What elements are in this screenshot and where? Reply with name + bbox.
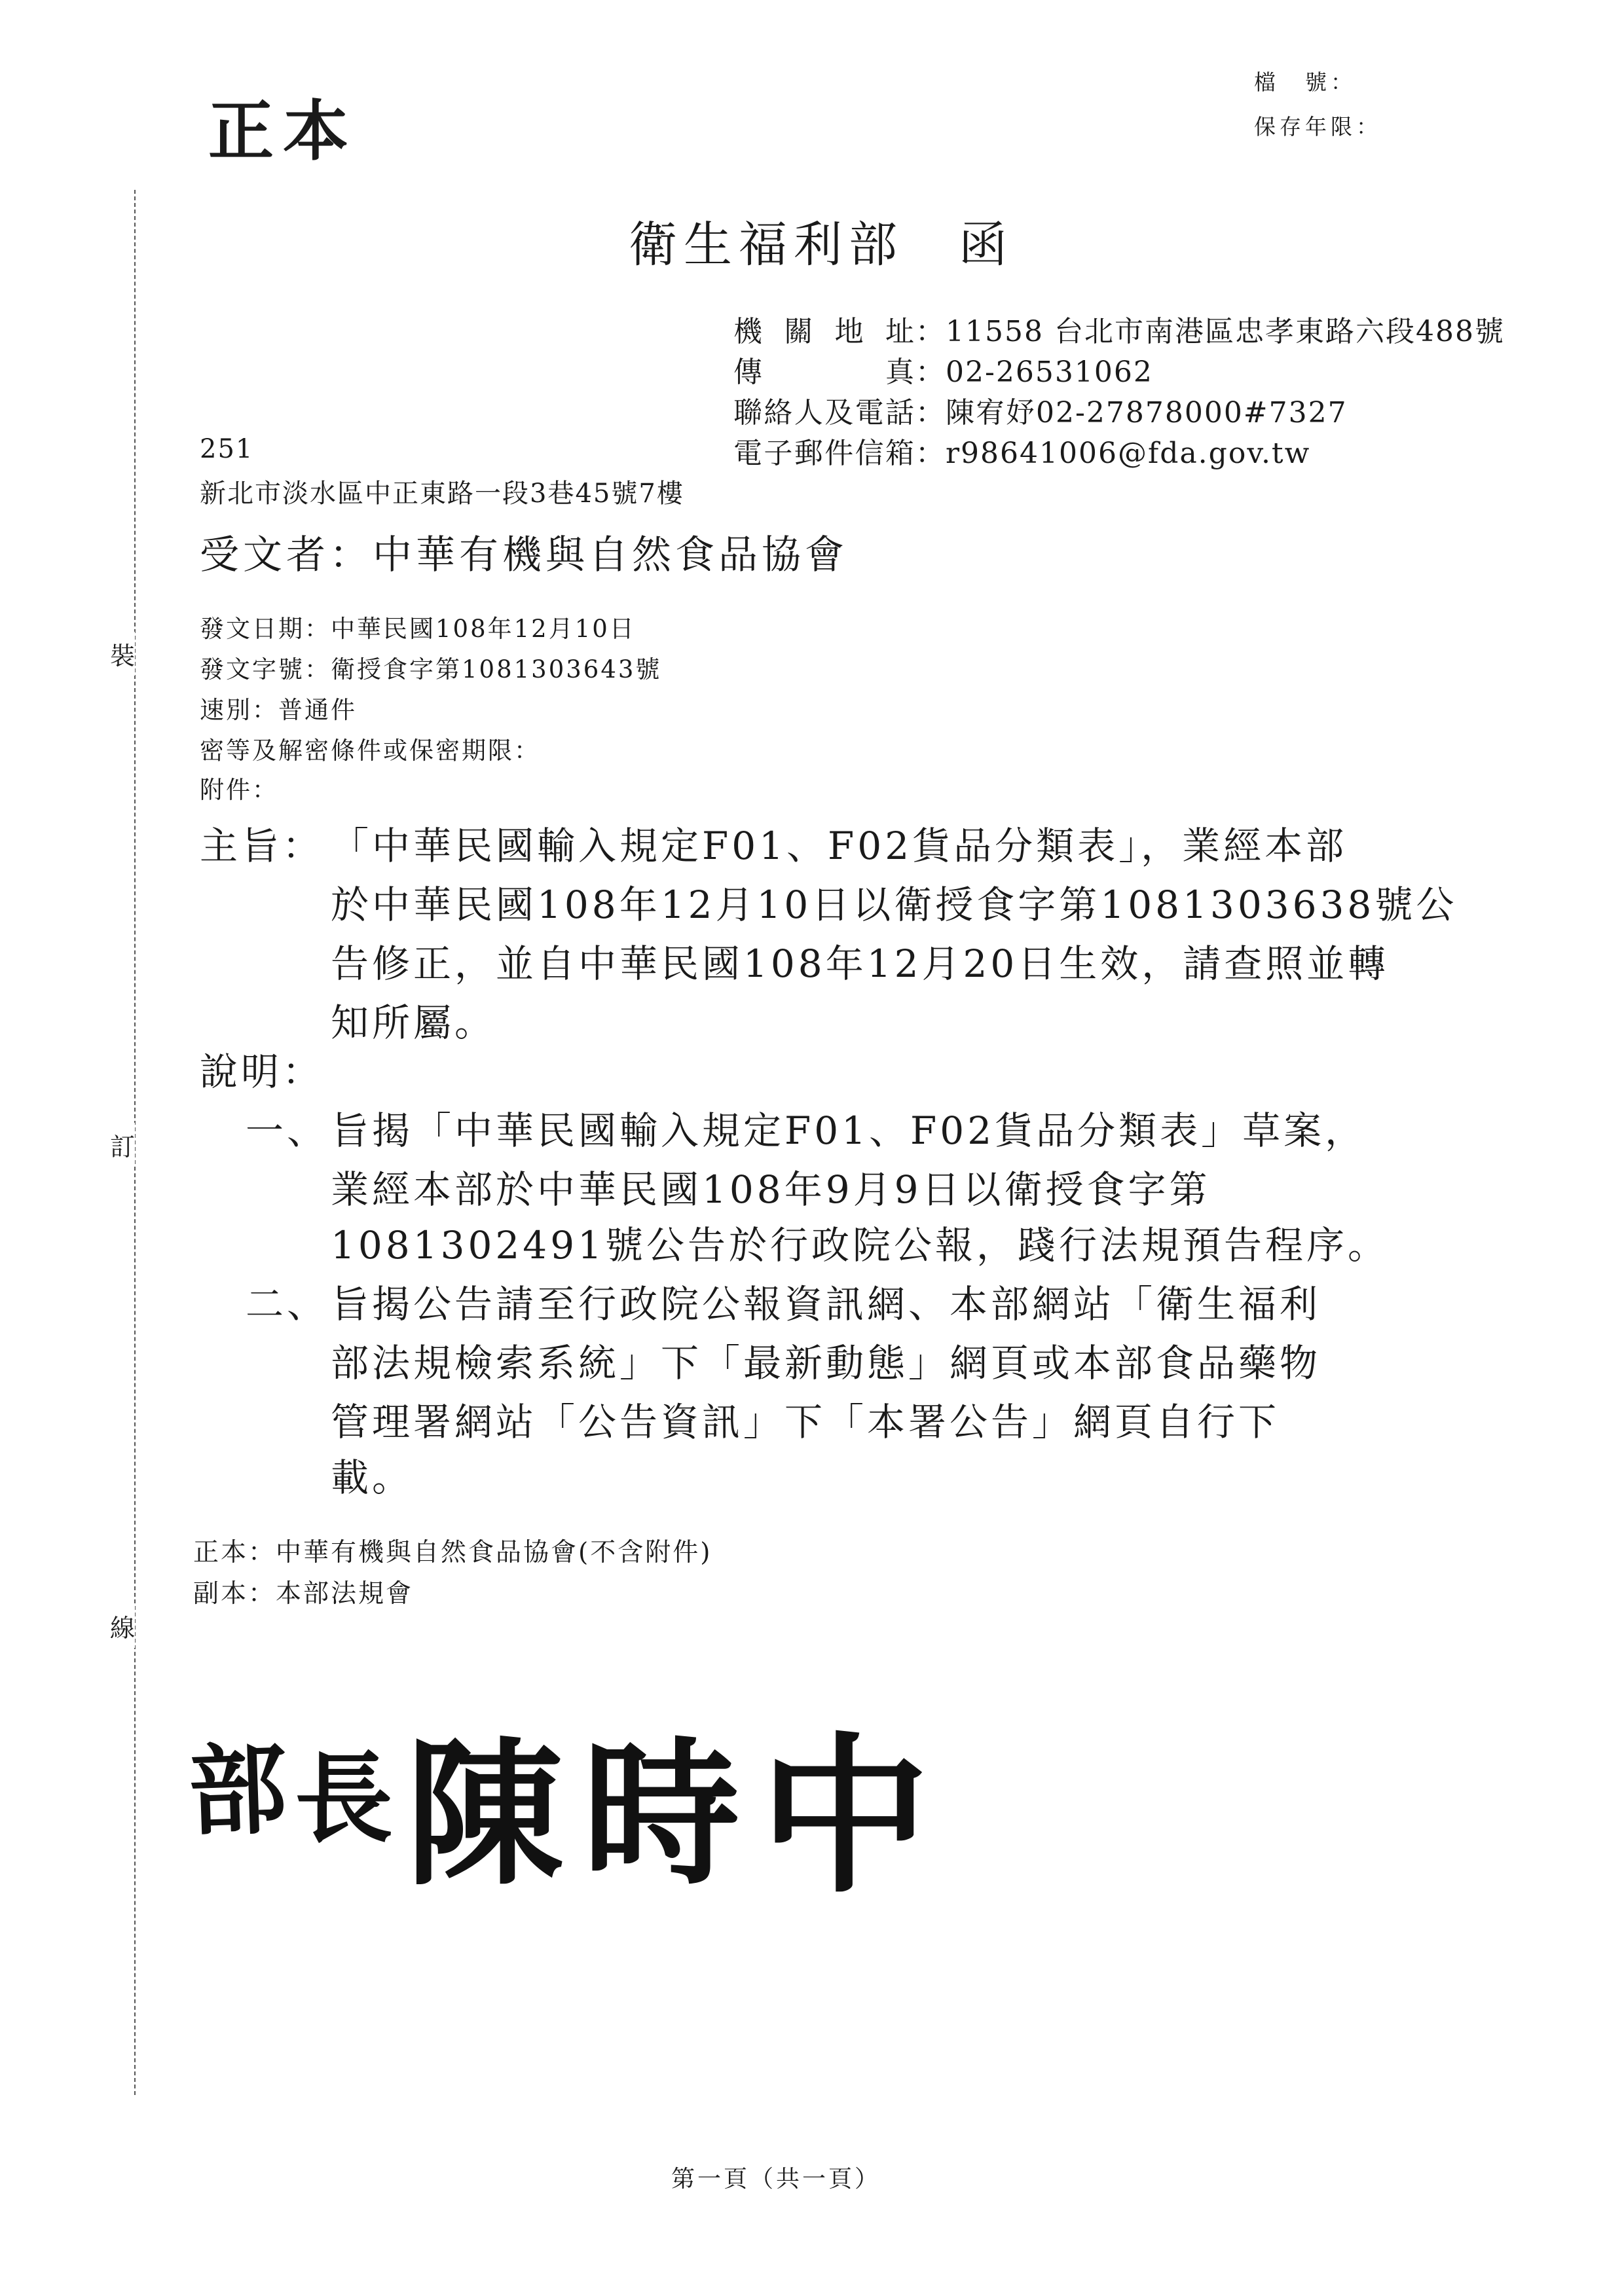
- document-number: 發文字號：衛授食字第1081303643號: [200, 655, 662, 683]
- explanation-line: 旨揭「中華民國輸入規定F01、F02貨品分類表」草案，: [331, 1108, 1367, 1153]
- subject-label: 主旨：: [200, 824, 324, 868]
- explanation-line: 業經本部於中華民國108年9月9日以衛授食字第: [331, 1167, 1211, 1212]
- retention-period-label: 保存年限：: [1254, 114, 1382, 139]
- document-title: 衛生福利部 函: [629, 217, 1014, 273]
- binding-mark: 線: [110, 1604, 135, 1648]
- attachments: 附件：: [200, 776, 278, 804]
- file-number-label: 檔 號：: [1254, 69, 1356, 95]
- binding-mark: 訂: [110, 1123, 135, 1167]
- page-footer: 第一頁（共一頁）: [671, 2166, 881, 2193]
- subject-line: 知所屬。: [331, 1000, 496, 1045]
- confidentiality: 密等及解密條件或保密期限：: [200, 737, 540, 765]
- svg-text:時: 時: [583, 1728, 741, 1906]
- urgency: 速別：普通件: [200, 696, 357, 724]
- explanation-item-number: 二、: [246, 1282, 329, 1326]
- subject-line: 「中華民國輸入規定F01、F02貨品分類表」，業經本部: [331, 824, 1348, 868]
- agency-address-label: 機關地址: [733, 315, 915, 348]
- signature-image: [190, 1728, 976, 1938]
- explanation-line: 載。: [331, 1455, 414, 1500]
- fax-value: 02-26531062: [946, 355, 1153, 389]
- explanation-item-number: 一、: [246, 1108, 329, 1153]
- explanation-line: 部法規檢索系統」下「最新動態」網頁或本部食品藥物: [331, 1341, 1321, 1385]
- agency-address-value: 11558 台北市南港區忠孝東路六段488號: [946, 315, 1505, 348]
- explanation-line: 管理署網站「公告資訊」下「本署公告」網頁自行下: [331, 1400, 1280, 1444]
- fax: 傳真：02-26531062: [733, 348, 1153, 390]
- copy-recipient: 副本：本部法規會: [193, 1579, 414, 1609]
- svg-text:陳: 陳: [406, 1728, 564, 1906]
- postal-code: 251: [200, 434, 254, 464]
- subject-line: 於中華民國108年12月10日以衛授食字第1081303638號公: [331, 883, 1458, 927]
- svg-text:長: 長: [295, 1741, 394, 1857]
- contact-person-label: 聯絡人及電話: [733, 396, 915, 429]
- minister-signature: [190, 1728, 976, 1941]
- svg-text:中: 中: [760, 1728, 930, 1916]
- email: 電子郵件信箱：r98641006@fda.gov.tw: [733, 429, 1310, 471]
- agency-address: 機關地址：11558 台北市南港區忠孝東路六段488號: [733, 308, 1505, 350]
- contact-person-value: 陳宥妤02-27878000#7327: [946, 396, 1348, 429]
- email-value: r98641006@fda.gov.tw: [946, 437, 1311, 470]
- issue-date: 發文日期：中華民國108年12月10日: [200, 615, 636, 643]
- explanation-label: 說明：: [200, 1049, 324, 1094]
- explanation-line: 旨揭公告請至行政院公報資訊網、本部網站「衛生福利: [331, 1282, 1321, 1326]
- recipient: 受文者：中華有機與自然食品協會: [200, 532, 848, 578]
- fax-label: 傳真: [733, 355, 915, 389]
- original-recipient: 正本：中華有機與自然食品協會(不含附件): [193, 1538, 712, 1567]
- original-copy-stamp: 正本: [208, 92, 358, 170]
- explanation-line: 1081302491號公告於行政院公報，踐行法規預告程序。: [331, 1223, 1390, 1267]
- contact-person: 聯絡人及電話：陳宥妤02-27878000#7327: [733, 389, 1348, 431]
- email-label: 電子郵件信箱: [733, 437, 915, 470]
- recipient-street-address: 新北市淡水區中正東路一段3巷45號7樓: [200, 479, 684, 509]
- binding-mark: 裝: [110, 632, 135, 676]
- subject-line: 告修正，並自中華民國108年12月20日生效，請查照並轉: [331, 941, 1390, 986]
- svg-text:部: 部: [190, 1731, 289, 1850]
